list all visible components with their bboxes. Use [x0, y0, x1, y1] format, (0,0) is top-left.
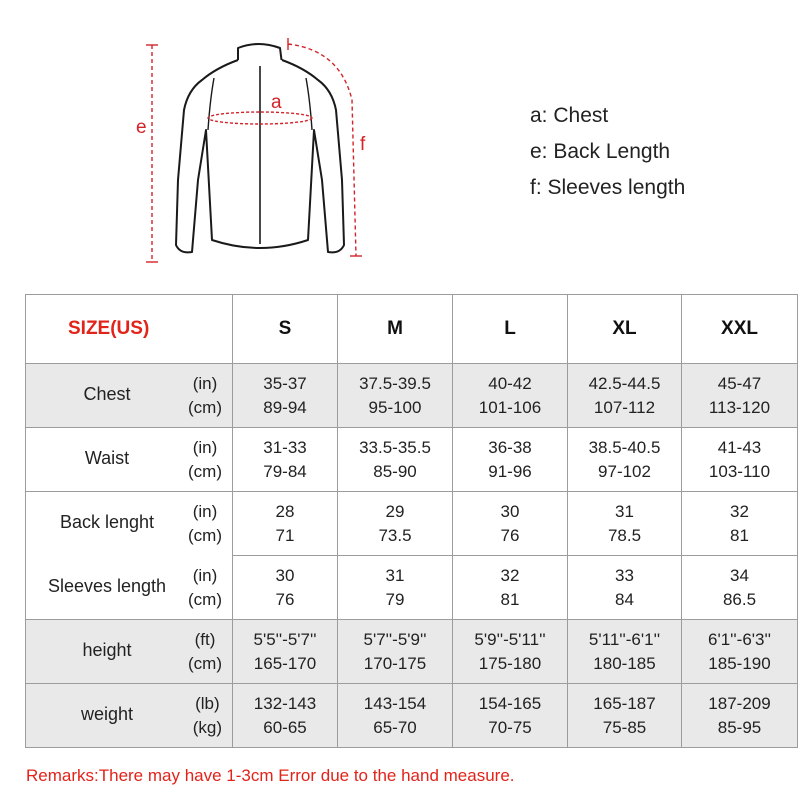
value-cell — [338, 364, 453, 428]
value-primary: 41-43 — [717, 437, 762, 457]
unit-label: (cm) — [188, 398, 222, 417]
value-cell — [338, 684, 453, 748]
row-units — [188, 500, 222, 548]
remarks-note: Remarks:There may have 1-3cm Error due to the hand measure. — [26, 766, 515, 785]
row-name: Chest — [83, 384, 131, 404]
row-label-cell — [26, 364, 233, 428]
value-secondary: 97-102 — [598, 461, 651, 481]
value-cell — [453, 556, 568, 620]
unit-label: (lb) — [195, 694, 220, 713]
value-primary: 32 — [730, 501, 749, 521]
row-label-cell — [26, 556, 233, 620]
value-cell — [568, 428, 682, 492]
value-secondary: 81 — [730, 525, 749, 545]
value-primary: 34 — [730, 565, 749, 585]
value-secondary: 165-170 — [253, 653, 317, 673]
unit-label: (cm) — [188, 589, 222, 609]
measurement-legend — [530, 98, 685, 206]
value-cell — [233, 364, 338, 428]
row-label-cell — [26, 684, 233, 748]
value-cell — [682, 428, 798, 492]
value-primary: 31 — [385, 565, 405, 585]
label-f: f — [360, 134, 366, 155]
value-secondary: 107-112 — [593, 397, 656, 417]
row-name: height — [82, 640, 132, 660]
value-cell — [453, 364, 568, 428]
jacket-diagram — [120, 30, 400, 270]
label-a: a — [271, 92, 282, 113]
value-secondary: 81 — [500, 589, 520, 609]
unit-label: (in) — [192, 438, 218, 457]
size-header-l: L — [453, 295, 568, 364]
value-cell — [568, 364, 682, 428]
row-units — [188, 372, 222, 420]
row-units — [188, 564, 222, 612]
value-cell — [338, 556, 453, 620]
value-cell — [233, 428, 338, 492]
unit-label: (in) — [192, 374, 218, 393]
value-secondary: 91-96 — [488, 461, 532, 481]
value-secondary: 71 — [275, 525, 295, 545]
table-row — [26, 556, 798, 620]
value-secondary: 79-84 — [263, 461, 307, 481]
value-cell — [233, 556, 338, 620]
value-cell — [453, 428, 568, 492]
value-primary: 38.5-40.5 — [588, 437, 661, 457]
value-cell — [568, 556, 682, 620]
value-primary: 33.5-35.5 — [359, 437, 431, 457]
value-primary: 45-47 — [717, 373, 762, 393]
size-us-title: SIZE(US) — [26, 295, 233, 364]
unit-label: (ft) — [194, 630, 216, 649]
value-cell — [568, 492, 682, 556]
value-primary: 37.5-39.5 — [359, 373, 431, 393]
value-primary: 29 — [385, 501, 405, 521]
row-name: weight — [80, 704, 134, 724]
value-primary: 28 — [275, 501, 295, 521]
value-cell — [682, 492, 798, 556]
table-row — [26, 684, 798, 748]
value-cell — [233, 684, 338, 748]
value-cell — [568, 684, 682, 748]
unit-label: (in) — [192, 502, 218, 521]
value-secondary: 86.5 — [722, 589, 757, 609]
value-secondary: 103-110 — [708, 461, 771, 481]
legend-back-length: e: Back Length — [530, 140, 671, 163]
value-primary: 36-38 — [488, 437, 532, 457]
value-primary: 187-209 — [708, 693, 771, 713]
value-primary: 31 — [615, 501, 634, 521]
value-primary: 30 — [275, 565, 295, 585]
row-label-cell — [26, 620, 233, 684]
value-primary: 40-42 — [488, 373, 532, 393]
value-primary: 32 — [500, 565, 520, 585]
jacket-drawing — [120, 30, 400, 270]
value-secondary: 89-94 — [263, 397, 307, 417]
value-primary: 5'9''-5'11'' — [474, 629, 546, 649]
value-primary: 31-33 — [263, 437, 307, 457]
value-primary: 5'11''-6'1'' — [588, 629, 661, 649]
size-header-xxl: XXL — [682, 295, 798, 364]
row-units — [188, 628, 222, 676]
value-cell — [453, 684, 568, 748]
value-cell — [453, 492, 568, 556]
value-cell — [453, 620, 568, 684]
value-secondary: 75-85 — [602, 717, 647, 737]
value-primary: 5'5''-5'7'' — [253, 629, 317, 649]
value-secondary: 65-70 — [373, 717, 417, 737]
size-header-m: M — [338, 295, 453, 364]
value-primary: 30 — [500, 501, 520, 521]
value-secondary: 85-95 — [717, 717, 762, 737]
value-secondary: 76 — [275, 589, 295, 609]
value-secondary: 95-100 — [368, 397, 422, 417]
size-chart-table — [25, 294, 798, 748]
unit-label: (cm) — [188, 654, 222, 673]
legend-chest: a: Chest — [530, 104, 609, 127]
row-name: Sleeves length — [47, 575, 167, 596]
value-cell — [233, 620, 338, 684]
value-secondary: 170-175 — [363, 653, 427, 673]
unit-label: (kg) — [192, 718, 222, 737]
value-secondary: 76 — [500, 525, 520, 545]
value-secondary: 175-180 — [478, 653, 542, 673]
value-cell — [338, 492, 453, 556]
value-primary: 5'7''-5'9'' — [363, 629, 427, 649]
value-cell — [338, 620, 453, 684]
value-primary: 33 — [615, 565, 634, 585]
unit-label: (cm) — [188, 526, 222, 545]
size-header-s: S — [233, 295, 338, 364]
row-units — [188, 436, 222, 484]
value-primary: 143-154 — [363, 693, 427, 713]
unit-label: (in) — [192, 565, 218, 585]
value-cell — [682, 556, 798, 620]
row-name: Back lenght — [59, 512, 155, 532]
value-cell — [338, 428, 453, 492]
value-cell — [682, 684, 798, 748]
value-cell — [233, 492, 338, 556]
row-label-cell — [26, 428, 233, 492]
size-header-xl: XL — [568, 295, 682, 364]
value-primary: 132-143 — [253, 693, 317, 713]
value-secondary: 85-90 — [373, 461, 417, 481]
value-primary: 154-165 — [478, 693, 542, 713]
label-e: e — [136, 117, 147, 138]
table-row — [26, 428, 798, 492]
value-secondary: 101-106 — [478, 397, 542, 417]
value-cell — [682, 364, 798, 428]
legend-sleeves-length: f: Sleeves length — [530, 176, 686, 199]
row-units — [193, 692, 222, 740]
table-row — [26, 364, 798, 428]
value-secondary: 73.5 — [378, 525, 412, 545]
value-secondary: 79 — [385, 589, 405, 609]
row-label-cell — [26, 492, 233, 556]
value-secondary: 70-75 — [488, 717, 532, 737]
value-primary: 35-37 — [263, 373, 307, 393]
table-row — [26, 492, 798, 556]
value-secondary: 185-190 — [708, 653, 771, 673]
value-primary: 42.5-44.5 — [588, 373, 661, 393]
back-length-measure-line — [146, 45, 158, 262]
value-secondary: 113-120 — [708, 397, 771, 417]
value-secondary: 78.5 — [607, 525, 642, 545]
table-header-row — [26, 295, 798, 364]
value-secondary: 180-185 — [593, 653, 656, 673]
value-secondary: 60-65 — [263, 717, 307, 737]
value-secondary: 84 — [615, 589, 634, 609]
unit-label: (cm) — [188, 462, 222, 481]
value-primary: 6'1''-6'3'' — [708, 629, 771, 649]
table-row — [26, 620, 798, 684]
value-cell — [682, 620, 798, 684]
value-cell — [568, 620, 682, 684]
row-name: Waist — [84, 448, 130, 468]
value-primary: 165-187 — [593, 693, 656, 713]
